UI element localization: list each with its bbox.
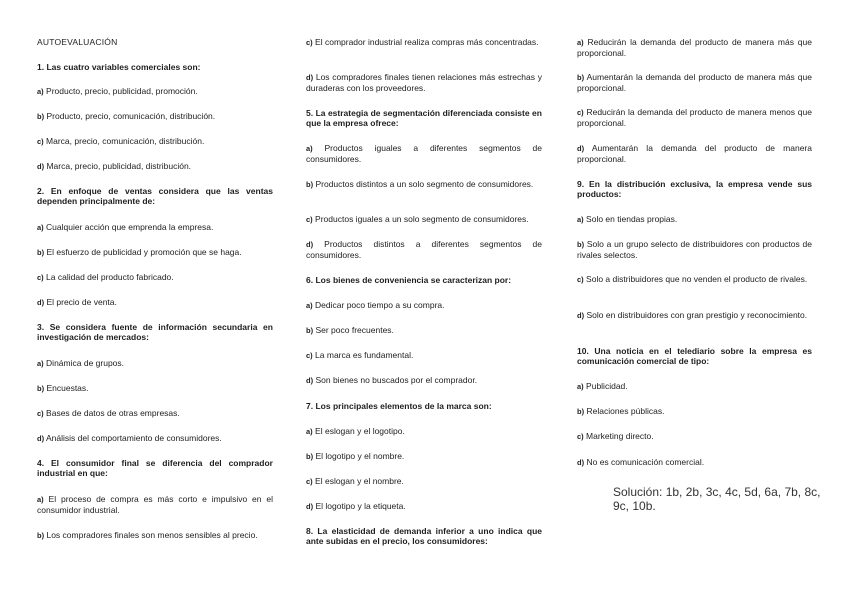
question-number: 3.: [37, 322, 45, 332]
question-number: 6.: [306, 275, 314, 285]
answer-option: [306, 239, 542, 260]
option-letter: d): [37, 162, 45, 171]
answer-option: [306, 501, 542, 512]
question-text: Se considera fuente de información secundaria en investigación de mercados:: [37, 322, 273, 342]
option-text: Solo en distribuidores con gran prestigio y reconocimiento.: [586, 310, 808, 320]
option-letter: a): [37, 223, 44, 232]
option-letter: b): [577, 240, 585, 249]
answer-option: [37, 297, 273, 308]
option-letter: c): [577, 108, 584, 117]
option-letter: c): [577, 275, 584, 284]
option-text: Reducirán la demanda del producto de manera más que proporcional.: [577, 37, 812, 58]
option-text: Publicidad.: [586, 381, 628, 391]
answer-option: [577, 310, 812, 321]
option-letter: b): [577, 407, 585, 416]
option-text: Producto, precio, comunicación, distribución.: [46, 111, 216, 121]
option-text: Productos iguales a un solo segmento de consumidores.: [315, 214, 529, 224]
question-9: [577, 179, 812, 199]
option-letter: d): [306, 376, 314, 385]
option-text: La marca es fundamental.: [315, 350, 414, 360]
option-letter: b): [577, 73, 585, 82]
answer-option: [577, 72, 812, 93]
option-letter: b): [37, 384, 45, 393]
option-letter: d): [306, 240, 314, 249]
option-letter: d): [577, 311, 585, 320]
option-text: Marketing directo.: [586, 431, 654, 441]
option-text: El eslogan y el logotipo.: [315, 426, 405, 436]
question-number: 5.: [306, 108, 314, 118]
option-text: Ser poco frecuentes.: [315, 325, 394, 335]
answer-option: [306, 426, 542, 437]
answer-option: [37, 247, 273, 258]
question-text: Los bienes de conveniencia se caracterizan por:: [315, 275, 512, 285]
option-text: El logotipo y la etiqueta.: [315, 501, 406, 511]
question-text: Los principales elementos de la marca son:: [315, 401, 492, 411]
answer-option: [577, 457, 812, 468]
question-8: [306, 526, 542, 546]
option-letter: b): [37, 112, 45, 121]
option-letter: d): [577, 458, 585, 467]
answer-option: [306, 300, 542, 311]
answer-option: [37, 136, 273, 147]
question-number: 10.: [577, 346, 589, 356]
solution-text: Solución: 1b, 2b, 3c, 4c, 5d, 6a, 7b, 8c, 9c, 10b.: [613, 485, 821, 513]
answer-option: [37, 383, 273, 394]
option-text: Solo a un grupo selecto de distribuidores con productos de rivales selectos.: [577, 239, 812, 260]
option-letter: c): [306, 477, 313, 486]
answer-option: [37, 494, 273, 515]
option-letter: b): [306, 180, 314, 189]
question-6: [306, 275, 542, 285]
option-letter: a): [306, 144, 313, 153]
question-10: [577, 346, 812, 366]
question-number: 4.: [37, 458, 45, 468]
option-letter: c): [37, 273, 44, 282]
question-7: [306, 401, 542, 411]
answer-option: [577, 214, 812, 225]
option-letter: a): [37, 359, 44, 368]
option-text: Marca, precio, publicidad, distribución.: [46, 161, 192, 171]
question-3: [37, 322, 273, 342]
option-text: Aumentarán la demanda del producto de manera proporcional.: [577, 143, 812, 164]
question-number: 8.: [306, 526, 314, 536]
option-letter: b): [37, 531, 45, 540]
option-letter: a): [577, 215, 584, 224]
option-letter: c): [306, 351, 313, 360]
option-text: Productos iguales a diferentes segmentos de consumidores.: [306, 143, 542, 164]
answer-option: [306, 325, 542, 336]
answer-option: [577, 107, 812, 128]
question-text: La estrategia de segmentación diferenciada consiste en que la empresa ofrece:: [306, 108, 542, 128]
question-text: En enfoque de ventas considera que las ventas dependen principalmente de:: [37, 186, 273, 206]
option-letter: c): [577, 432, 584, 441]
question-2: [37, 186, 273, 206]
option-letter: d): [306, 73, 314, 82]
answer-option: [577, 37, 812, 58]
answer-option: [37, 358, 273, 369]
option-text: Relaciones públicas.: [586, 406, 665, 416]
answer-option: [306, 72, 542, 93]
option-letter: a): [37, 495, 44, 504]
option-letter: d): [577, 144, 585, 153]
option-text: Solo en tiendas propias.: [586, 214, 678, 224]
option-text: El proceso de compra es más corto e impulsivo en el consumidor industrial.: [37, 494, 273, 515]
option-text: Bases de datos de otras empresas.: [46, 408, 180, 418]
option-text: Dedicar poco tiempo a su compra.: [315, 300, 445, 310]
answer-option: [37, 272, 273, 283]
option-letter: c): [306, 38, 313, 47]
answer-option: [306, 143, 542, 164]
question-1: [37, 62, 273, 72]
option-text: Reducirán la demanda del producto de manera menos que proporcional.: [577, 107, 812, 128]
option-text: Solo a distribuidores que no venden el producto de rivales.: [586, 274, 808, 284]
answer-option: [306, 476, 542, 487]
option-letter: c): [306, 215, 313, 224]
question-5: [306, 108, 542, 128]
option-text: Producto, precio, publicidad, promoción.: [46, 86, 198, 96]
answer-option: [37, 86, 273, 97]
option-text: El comprador industrial realiza compras más concentradas.: [315, 37, 539, 47]
question-number: 9.: [577, 179, 585, 189]
answer-option: [577, 274, 812, 285]
answer-option: [306, 375, 542, 386]
answer-option: [306, 37, 542, 48]
question-text: La elasticidad de demanda inferior a uno indica que ante subidas en el precio, los consumidores:: [306, 526, 542, 546]
option-text: Productos distintos a diferentes segmentos de consumidores.: [306, 239, 542, 260]
answer-option: [37, 433, 273, 444]
option-letter: a): [577, 382, 584, 391]
option-letter: a): [306, 301, 313, 310]
option-text: Análisis del comportamiento de consumidores.: [46, 433, 222, 443]
question-text: El consumidor final se diferencia del comprador industrial en que:: [37, 458, 273, 478]
option-letter: b): [37, 248, 45, 257]
option-text: Los compradores finales son menos sensibles al precio.: [46, 530, 258, 540]
option-text: Marca, precio, comunicación, distribución.: [46, 136, 205, 146]
option-text: El logotipo y el nombre.: [315, 451, 405, 461]
option-text: Productos distintos a un solo segmento de consumidores.: [315, 179, 534, 189]
answer-option: [306, 451, 542, 462]
answer-option: [306, 214, 542, 225]
option-text: Son bienes no buscados por el comprador.: [315, 375, 478, 385]
option-letter: d): [306, 502, 314, 511]
answer-option: [577, 381, 812, 392]
answer-option: [37, 222, 273, 233]
question-text: Una noticia en el telediario sobre la empresa es comunicación comercial de tipo:: [577, 346, 812, 366]
option-letter: d): [37, 434, 45, 443]
answer-option: [306, 179, 542, 190]
answer-option: [37, 530, 273, 541]
question-text: Las cuatro variables comerciales son:: [46, 62, 201, 72]
answer-option: [577, 431, 812, 442]
question-number: 7.: [306, 401, 314, 411]
option-letter: c): [37, 137, 44, 146]
option-text: Cualquier acción que emprenda la empresa.: [46, 222, 214, 232]
answer-option: [577, 239, 812, 260]
question-text: En la distribución exclusiva, la empresa vende sus productos:: [577, 179, 812, 199]
option-letter: a): [37, 87, 44, 96]
option-letter: b): [306, 452, 314, 461]
option-text: El precio de venta.: [46, 297, 117, 307]
answer-option: [37, 111, 273, 122]
option-text: El eslogan y el nombre.: [315, 476, 404, 486]
option-text: El esfuerzo de publicidad y promoción que se haga.: [46, 247, 242, 257]
answer-option: [577, 406, 812, 417]
option-text: Los compradores finales tienen relaciones más estrechas y duraderas con los proveedores.: [306, 72, 542, 93]
option-text: La calidad del producto fabricado.: [46, 272, 174, 282]
answer-option: [577, 143, 812, 164]
question-4: [37, 458, 273, 478]
option-text: Encuestas.: [46, 383, 89, 393]
option-letter: c): [37, 409, 44, 418]
option-letter: a): [306, 427, 313, 436]
option-letter: d): [37, 298, 45, 307]
answer-option: [37, 161, 273, 172]
question-number: 2.: [37, 186, 45, 196]
option-text: Dinámica de grupos.: [46, 358, 125, 368]
answer-option: [306, 350, 542, 361]
option-text: Aumentarán la demanda del producto de manera más que proporcional.: [577, 72, 812, 93]
answer-option: [37, 408, 273, 419]
question-number: 1.: [37, 62, 45, 72]
page-title: AUTOEVALUACIÓN: [37, 37, 118, 47]
option-letter: b): [306, 326, 314, 335]
option-letter: a): [577, 38, 584, 47]
option-text: No es comunicación comercial.: [586, 457, 705, 467]
